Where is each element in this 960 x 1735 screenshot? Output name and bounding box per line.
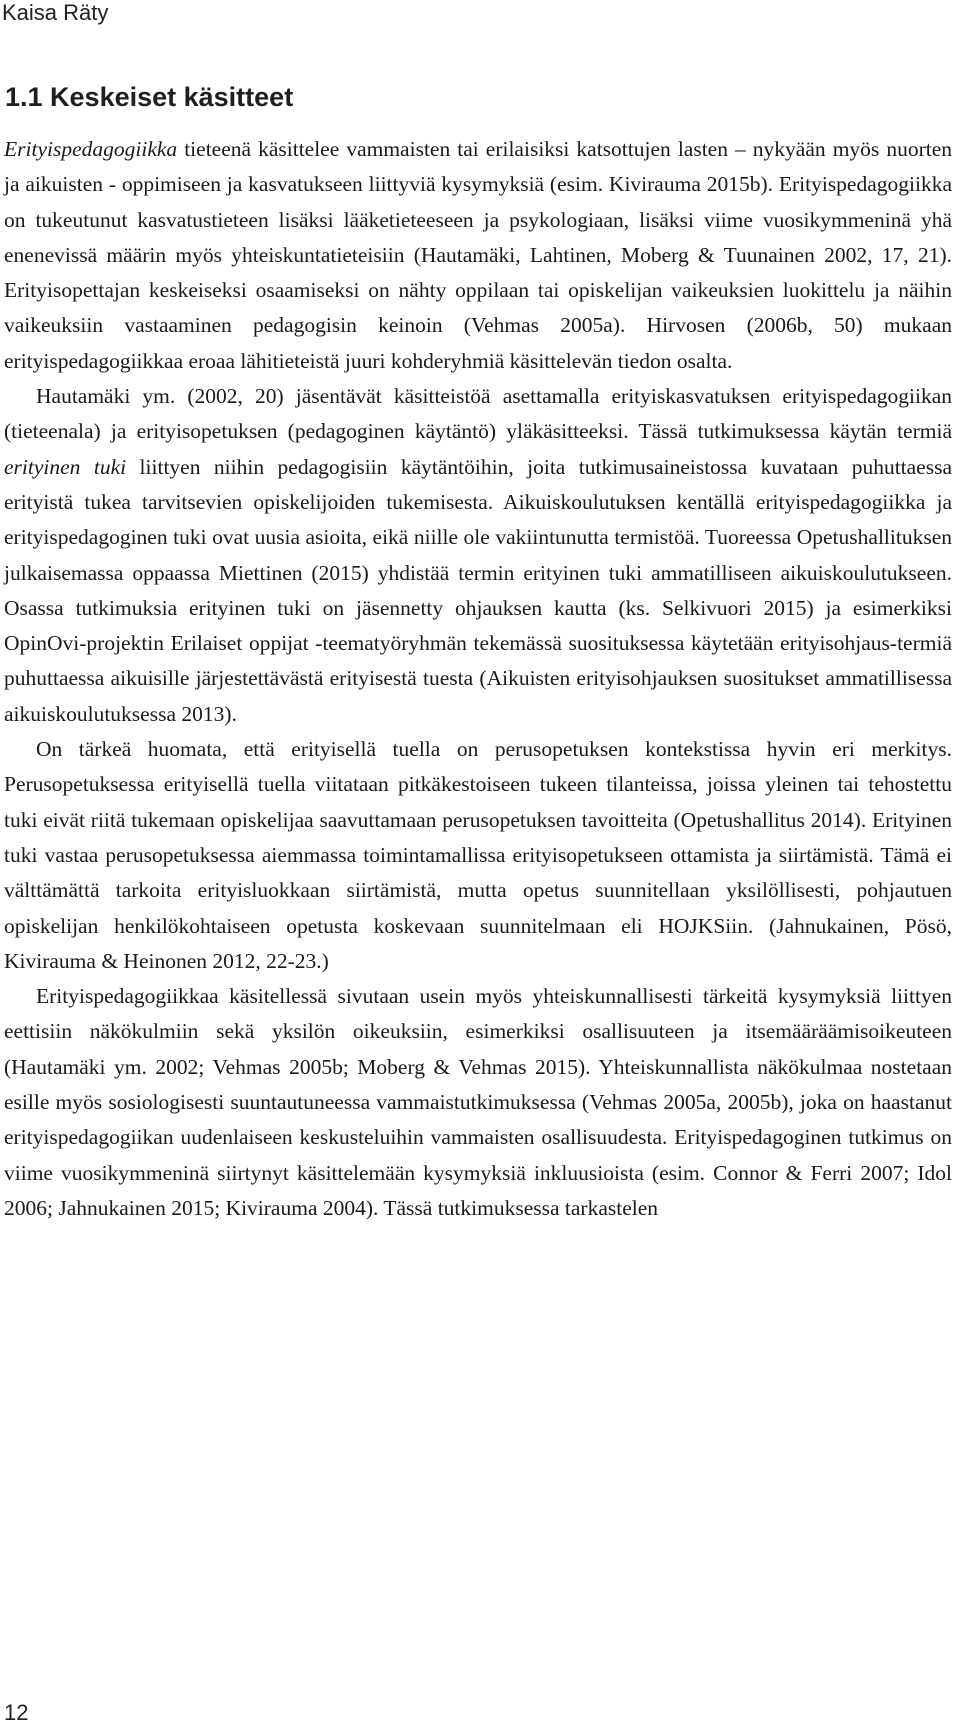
paragraph-1 (4, 132, 952, 379)
paragraph-2 (4, 379, 952, 732)
paragraph-2-text-after: liittyen niihin pedagogisiin käytäntöihin, joita tutkimusaineistossa kuvataan puhuttaessa erityistä tukea tarvitsevien opiskelijoiden tukemisesta. Aikuiskoulutuksen kentällä erityispedagogiikka ja erityispedagoginen tuki ovat uusia asioita, eikä niille ole vakiintunutta termistöä. Tuoreessa Opetushallituksen julkaisemassa oppaassa Miettinen (2015) yhdistää termin erityinen tuki ammatilliseen aikuiskoulutukseen. Osassa tutkimuksia erityinen tuki on jäsennetty ohjauksen kautta (ks. Selkivuori 2015) ja esimerkiksi OpinOvi-projektin Erilaiset oppijat -teematyöryhmän tekemässä suosituksessa käytetään erityisohjaus-termiä puhuttaessa aikuisille järjestettävästä erityisestä tuesta (Aikuisten erityisohjauksen suositukset ammatillisessa aikuiskoulutuksessa 2013). (4, 454, 953, 726)
running-header-author: Kaisa Räty (2, 0, 109, 25)
section-title: 1.1 Keskeiset käsitteet (5, 82, 294, 112)
paragraph-4: Erityispedagogiikkaa käsitellessä sivutaan usein myös yhteiskunnallisesti tärkeitä kysymyksiä liittyen eettisiin näkökulmiin sekä yksilön oikeuksiin, esimerkiksi osallisuuteen ja itsemääräämisoikeuteen (Hautamäki ym. 2002; Vehmas 2005b; Moberg & Vehmas 2015). Yhteiskunnallista näkökulmaa nostetaan esille myös sosiologisesti suuntautuneessa vammaistutkimuksessa (Vehmas 2005a, 2005b), joka on haastanut erityispedagogiikan uudenlaiseen keskusteluihin vammaisten osallisuudesta. Erityispedagoginen tutkimus on viime vuosikymmeninä siirtynyt käsittelemään kysymyksiä inkluusioista (esim. Connor & Ferri 2007; Idol 2006; Jahnukainen 2015; Kivirauma 2004). Tässä tutkimuksessa tarkastelen (4, 984, 952, 1220)
page-number: 12 (4, 1700, 29, 1725)
paragraph-3: On tärkeä huomata, että erityisellä tuella on perusopetuksen kontekstissa hyvin eri merkitys. Perusopetuksessa erityisellä tuella viitataan pitkäkestoiseen tukeen tilanteissa, joissa yleinen tai tehostettu tuki eivät riitä tukemaan opiskelijaa saavuttamaan perusopetuksen tavoitteita (Opetushallitus 2014). Erityinen tuki vastaa perusopetuksessa aiemmassa toimintamallissa erityisopetukseen ottamista ja siirtämistä. Tämä ei välttämättä tarkoita erityisluokkaan siirtämistä, mutta opetus suunnitellaan yksilöllisesti, pohjautuen opiskelijan henkilökohtaiseen opetusta koskevaan suunnitelmaan eli HOJKSiin. (Jahnukainen, Pösö, Kivirauma & Heinonen 2012, 22-23.) (4, 737, 952, 973)
paragraph-2-text-before: Hautamäki ym. (2002, 20) jäsentävät käsitteistöä asettamalla erityiskasvatuksen erityispedagogiikan (tieteenala) ja erityisopetuksen (pedagoginen käytäntö) yläkäsitteeksi. Tässä tutkimuksessa käytän termiä (4, 384, 952, 444)
term-erityispedagogiikka: Erityispedagogiikka (4, 137, 178, 161)
body-text (4, 132, 952, 1226)
paragraph-1-text: tieteenä käsittelee vammaisten tai erilaisiksi katsottujen lasten – nykyään myös nuorten ja aikuisten - oppimiseen ja kasvatukseen liittyviä kysymyksiä (esim. Kivirauma 2015b). Erityispedagogiikka on tukeutunut kasvatustieteen lisäksi lääketieteeseen ja psykologiaan, lisäksi viime vuosikymmeninä yhä enenevissä määrin myös yhteiskuntatieteisiin (Hautamäki, Lahtinen, Moberg & Tuunainen 2002, 17, 21). Erityisopettajan keskeiseksi osaamiseksi on nähty oppilaan tai opiskelijan vaikeuksien luokittelu ja näihin vaikeuksiin vastaaminen pedagogisin keinoin (Vehmas 2005a). Hirvosen (2006b, 50) mukaan erityispedagogiikkaa eroaa lähitieteistä juuri kohderyhmiä käsittelevän tiedon osalta. (4, 137, 952, 373)
term-erityinen-tuki: erityinen tuki (4, 454, 127, 479)
